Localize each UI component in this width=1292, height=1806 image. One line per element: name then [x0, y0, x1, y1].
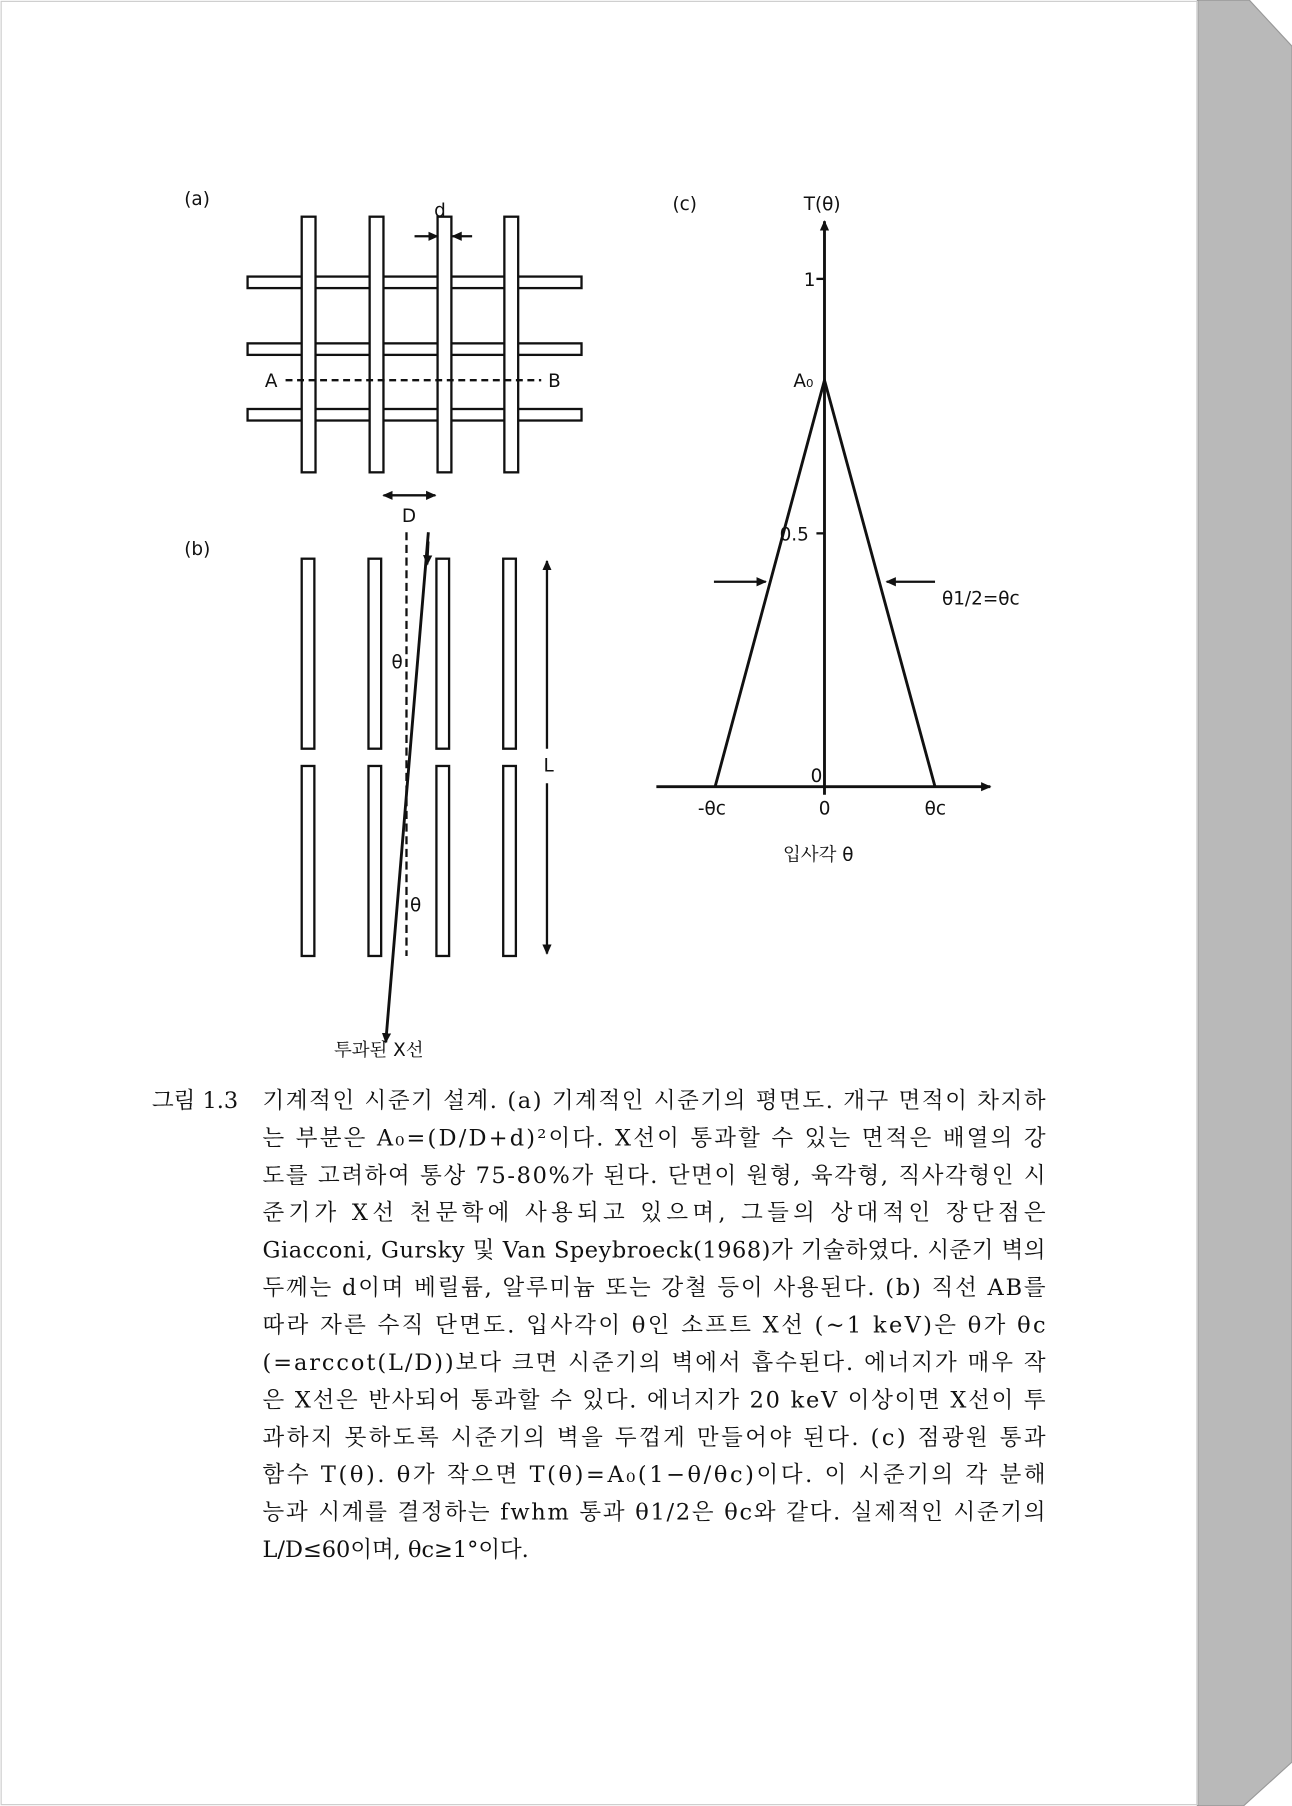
- y-axis-title: T(θ): [803, 193, 841, 215]
- caption-line: 과하지 못하도록 시준기의 벽을 두껍게 만들어야 된다. (c) 점광원 통과: [262, 1424, 1046, 1451]
- point-a-label: A: [264, 371, 278, 393]
- caption-line: 능과 시계를 결정하는 fwhm 통과 θ1/2은 θc와 같다. 실제적인 시준기의: [262, 1499, 1046, 1526]
- panel-a-label: (a): [184, 189, 210, 211]
- caption-line: 기계적인 시준기 설계. (a) 기계적인 시준기의 평면도. 개구 면적이 차지하: [262, 1087, 1046, 1114]
- x-tick-neg-theta-c: -θc: [697, 798, 726, 820]
- tick-0: 0: [810, 766, 823, 788]
- caption-text: [263, 1088, 1046, 1563]
- tick-0-5: 0.5: [779, 524, 809, 546]
- figure-number: 그림 1.3: [152, 1087, 239, 1114]
- fwhm-label: θ1/2=θc: [941, 588, 1020, 610]
- panel-b-label: (b): [184, 539, 211, 561]
- length-label: L: [543, 755, 554, 777]
- caption-line: 도를 고려하여 통상 75-80%가 된다. 단면이 원형, 육각형, 직사각형인 시: [262, 1162, 1046, 1189]
- x-tick-theta-c: θc: [924, 798, 947, 820]
- point-b-label: B: [548, 371, 561, 393]
- transmitted-xray-label: 투과된 X선: [333, 1040, 424, 1062]
- caption-line: 두께는 d이며 베릴륨, 알루미늄 또는 강철 등이 사용된다. (b) 직선 AB를: [262, 1275, 1046, 1302]
- caption-line: 함수 T(θ). θ가 작으면 T(θ)=A₀(1−θ/θc)이다. 이 시준기의 각 분해: [262, 1462, 1046, 1489]
- caption-line: Giacconi, Gursky 및 Van Speybroeck(1968)가 기술하였다. 시준기 벽의: [262, 1237, 1046, 1264]
- angle-theta-bottom: θ: [409, 895, 422, 917]
- angle-theta-top: θ: [391, 652, 403, 674]
- caption-line: 준기가 X선 천문학에 사용되고 있으며, 그들의 상대적인 장단점은: [262, 1200, 1046, 1227]
- wall-thickness-label: d: [434, 200, 446, 222]
- caption-line: (=arccot(L/D))보다 크면 시준기의 벽에서 흡수된다. 에너지가 매우 작: [262, 1349, 1046, 1376]
- collimator-grid-plan: [248, 217, 582, 473]
- caption-line: L/D≤60이며, θc≥1°이다.: [262, 1537, 529, 1564]
- caption-line: 은 X선은 반사되어 통과할 수 있다. 에너지가 20 keV 이상이면 X선이 투: [262, 1387, 1046, 1414]
- caption-line: 는 부분은 A₀=(D/D+d)²이다. X선이 통과할 수 있는 면적은 배열의 강: [262, 1125, 1046, 1152]
- x-axis-title: 입사각 θ: [783, 844, 854, 866]
- tick-a0: A₀: [793, 371, 814, 393]
- page-edge-shadow: [1198, 0, 1292, 1806]
- panel-c-label: (c): [672, 193, 697, 215]
- x-tick-zero: 0: [818, 798, 831, 820]
- caption-line: 따라 자른 수직 단면도. 입사각이 θ인 소프트 X선 (~1 keV)은 θ가 θc: [262, 1312, 1046, 1339]
- cell-width-label: D: [401, 505, 417, 527]
- tick-1: 1: [803, 269, 816, 291]
